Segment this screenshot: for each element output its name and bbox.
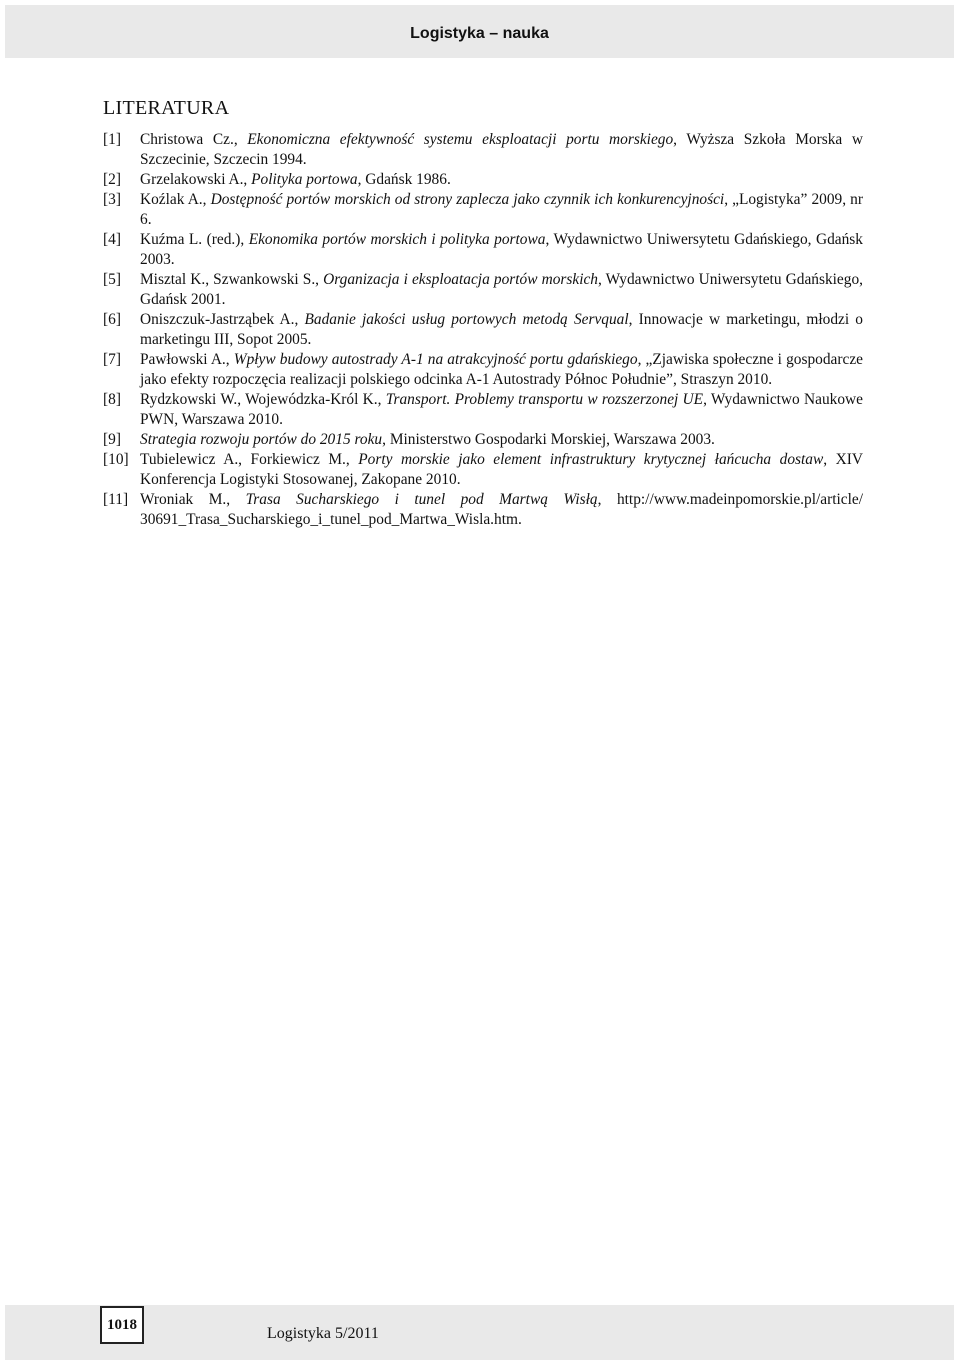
reference-author: Rydzkowski W., Wojewódzka-Król K., bbox=[140, 391, 386, 408]
reference-number: [6] bbox=[103, 311, 121, 328]
reference-number: [9] bbox=[103, 431, 121, 448]
reference-title: Ekonomika portów morskich i polityka portowa bbox=[248, 231, 546, 248]
reference-author: Christowa Cz., bbox=[140, 131, 248, 148]
reference-text bbox=[140, 390, 863, 430]
reference-title: Porty morskie jako element infrastruktury krytycznej łańcucha dostaw bbox=[358, 451, 824, 468]
reference-item bbox=[103, 270, 863, 310]
reference-text bbox=[140, 450, 863, 490]
running-header-title: Logistyka – nauka bbox=[410, 25, 549, 42]
reference-author: Grzelakowski A., bbox=[140, 171, 252, 188]
reference-author: Oniszczuk-Jastrząbek A., bbox=[140, 311, 305, 328]
reference-title: Transport. Problemy transportu w rozszerzonej UE bbox=[385, 391, 704, 408]
reference-item bbox=[103, 190, 863, 230]
reference-title: Ekonomiczna efektywność systemu eksploatacji portu morskiego bbox=[247, 131, 674, 148]
reference-text bbox=[140, 430, 863, 450]
reference-author: Tubielewicz A., Forkiewicz M., bbox=[140, 451, 359, 468]
reference-author: Kuźma L. (red.), bbox=[140, 231, 249, 248]
reference-text bbox=[140, 490, 863, 530]
page-number: 1018 bbox=[100, 1306, 144, 1344]
reference-details: , Ministerstwo Gospodarki Morskiej, Warszawa 2003. bbox=[382, 431, 715, 448]
reference-item bbox=[103, 310, 863, 350]
section-heading: LITERATURA bbox=[103, 97, 230, 119]
reference-author: Misztal K., Szwankowski S., bbox=[140, 271, 324, 288]
footer-band bbox=[5, 1305, 954, 1360]
reference-item bbox=[103, 170, 863, 190]
reference-title: Organizacja i eksploatacja portów morskich bbox=[323, 271, 599, 288]
reference-item bbox=[103, 450, 863, 490]
reference-number: [8] bbox=[103, 391, 121, 408]
header-band bbox=[5, 5, 954, 58]
reference-details: , http://www.madeinpomorskie.pl/article/ 30691_Trasa_Sucharskiego_i_tunel_pod_Martwa_Wisla.htm. bbox=[140, 491, 863, 528]
reference-author: Wroniak M., bbox=[140, 491, 246, 508]
reference-title: Wpływ budowy autostrady A-1 na atrakcyjność portu gdańskiego bbox=[233, 351, 638, 368]
reference-details: , XIV Konferencja Logistyki Stosowanej, Zakopane 2010. bbox=[140, 451, 863, 488]
reference-number: [2] bbox=[103, 171, 121, 188]
reference-item bbox=[103, 430, 863, 450]
reference-text bbox=[140, 170, 863, 190]
reference-text bbox=[140, 230, 863, 270]
reference-text bbox=[140, 270, 863, 310]
reference-author: Koźlak A., bbox=[140, 191, 211, 208]
reference-title: Dostępność portów morskich od strony zaplecza jako czynnik ich konkurencyjności bbox=[210, 191, 725, 208]
reference-number: [1] bbox=[103, 131, 121, 148]
reference-list bbox=[103, 130, 863, 530]
reference-text bbox=[140, 310, 863, 350]
reference-number: [3] bbox=[103, 191, 121, 208]
reference-author: Pawłowski A., bbox=[140, 351, 234, 368]
reference-number: [11] bbox=[103, 491, 129, 508]
reference-title: Trasa Sucharskiego i tunel pod Martwą Wisłą bbox=[245, 491, 598, 508]
reference-details: , „Logistyka” 2009, nr 6. bbox=[140, 191, 863, 228]
reference-text bbox=[140, 350, 863, 390]
reference-text bbox=[140, 190, 863, 230]
reference-details: , Wydawnictwo Uniwersytetu Gdańskiego, Gdańsk 2003. bbox=[140, 231, 863, 268]
reference-text bbox=[140, 130, 863, 170]
footer-journal-issue: Logistyka 5/2011 bbox=[267, 1325, 379, 1342]
reference-number: [4] bbox=[103, 231, 121, 248]
reference-number: [7] bbox=[103, 351, 121, 368]
reference-title: Polityka portowa bbox=[251, 171, 358, 188]
reference-details: , Gdańsk 1986. bbox=[357, 171, 451, 188]
reference-details: , Wydawnictwo Naukowe PWN, Warszawa 2010. bbox=[140, 391, 863, 428]
reference-number: [10] bbox=[103, 451, 129, 468]
reference-item bbox=[103, 350, 863, 390]
reference-details: , Wyższa Szkoła Morska w Szczecinie, Szczecin 1994. bbox=[140, 131, 863, 168]
reference-item bbox=[103, 230, 863, 270]
reference-details: , Wydawnictwo Uniwersytetu Gdańskiego, Gdańsk 2001. bbox=[140, 271, 863, 308]
reference-details: , „Zjawiska społeczne i gospodarcze jako efekty rozpoczęcia realizacji polskiego odcinka A-1 Autostrady Północ Południe”, Straszyn 2010. bbox=[140, 351, 863, 388]
reference-item bbox=[103, 130, 863, 170]
reference-title: Strategia rozwoju portów do 2015 roku bbox=[140, 431, 383, 448]
reference-title: Badanie jakości usług portowych metodą Servqual bbox=[304, 311, 629, 328]
reference-item bbox=[103, 490, 863, 530]
reference-item bbox=[103, 390, 863, 430]
reference-details: , Innowacje w marketingu, młodzi o marketingu III, Sopot 2005. bbox=[140, 311, 863, 348]
reference-number: [5] bbox=[103, 271, 121, 288]
